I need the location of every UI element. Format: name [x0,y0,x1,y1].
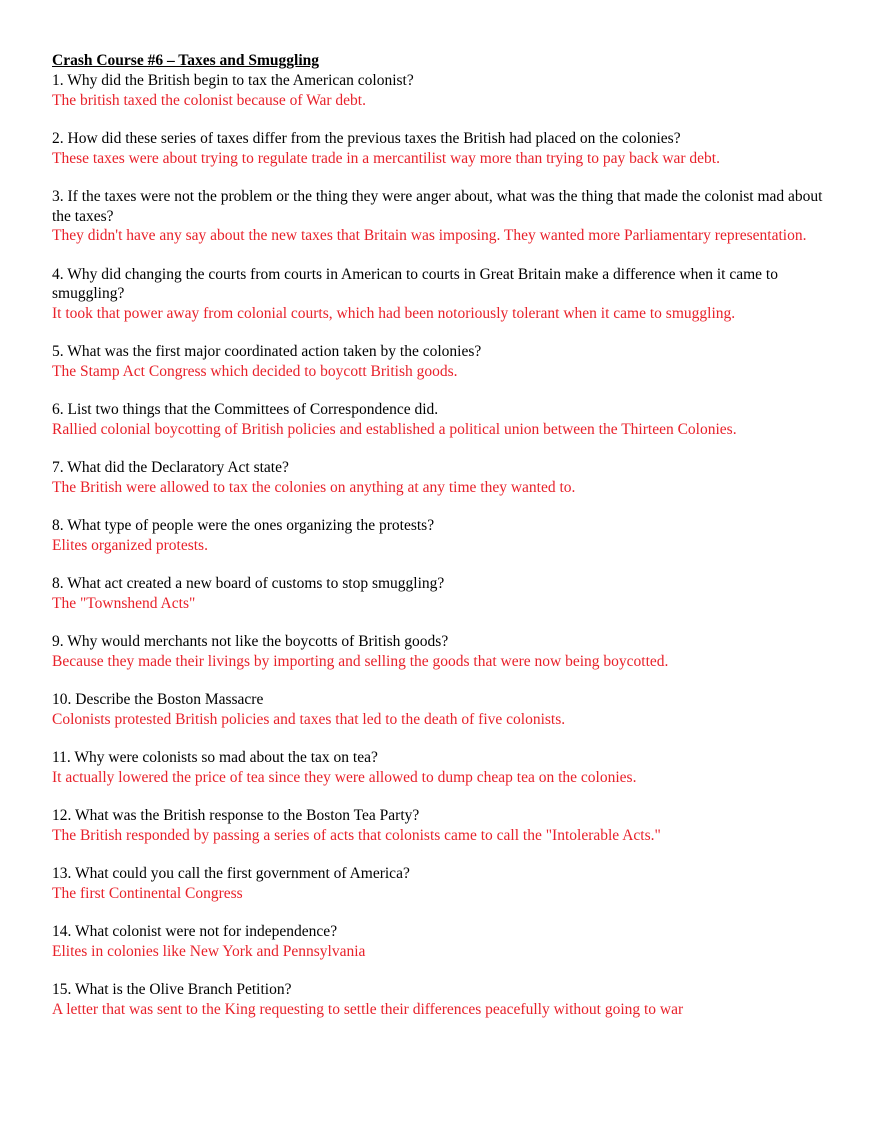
answer-text: The British were allowed to tax the colonies on anything at any time they wanted to. [52,478,576,496]
qa-item-7 [52,458,842,497]
answer-text: Because they made their livings by importing and selling the goods that were now being boycotted. [52,652,669,670]
answer-text: The first Continental Congress [52,884,243,902]
qa-item-14 [52,922,842,961]
qa-item-6 [52,400,842,439]
question-text: 11. Why were colonists so mad about the tax on tea? [52,749,378,766]
page-title: Crash Course #6 – Taxes and Smuggling [52,52,320,69]
qa-item-1 [52,71,842,110]
answer-text: It actually lowered the price of tea since they were allowed to dump cheap tea on the colonies. [52,768,637,786]
question-text: 7. What did the Declaratory Act state? [52,459,289,476]
question-text: 12. What was the British response to the Boston Tea Party? [52,807,420,824]
qa-item-8 [52,516,842,555]
question-text: 4. Why did changing the courts from courts in American to courts in Great Britain make a difference when it came to smuggling? [52,265,778,302]
qa-item-10 [52,690,842,729]
qa-item-12 [52,806,842,845]
answer-text: Colonists protested British policies and taxes that led to the death of five colonists. [52,710,566,728]
question-text: 15. What is the Olive Branch Petition? [52,981,292,998]
question-text: 2. How did these series of taxes differ from the previous taxes the British had placed on the colonies? [52,130,681,147]
answer-text: The British responded by passing a series of acts that colonists came to call the "Intolerable Acts." [52,826,661,844]
answer-text: The british taxed the colonist because of War debt. [52,91,366,109]
answer-text: Elites in colonies like New York and Pennsylvania [52,942,366,960]
qa-item-2 [52,129,842,168]
qa-item-5 [52,342,842,381]
qa-item-15 [52,980,842,1019]
qa-item-13 [52,864,842,903]
question-text: 13. What could you call the first government of America? [52,865,410,882]
question-text: 10. Describe the Boston Massacre [52,691,264,708]
answer-text: A letter that was sent to the King requesting to settle their differences peacefully without going to war [52,1000,684,1018]
question-text: 1. Why did the British begin to tax the American colonist? [52,72,414,89]
answer-text: It took that power away from colonial courts, which had been notoriously tolerant when it came to smuggling. [52,304,736,322]
qa-item-3 [52,187,842,246]
answer-text: These taxes were about trying to regulate trade in a mercantilist way more than trying to pay back war debt. [52,149,720,167]
qa-item-11 [52,748,842,787]
answer-text: The "Townshend Acts" [52,594,196,612]
question-text: 3. If the taxes were not the problem or the thing they were anger about, what was the thing that made the colonist mad about the taxes? [52,188,823,225]
question-text: 8. What act created a new board of customs to stop smuggling? [52,575,445,592]
answer-text: Rallied colonial boycotting of British policies and established a political union between the Thirteen Colonies. [52,420,737,438]
answer-text: Elites organized protests. [52,536,208,554]
qa-item-4 [52,265,842,324]
question-text: 14. What colonist were not for independence? [52,923,338,940]
qa-item-8b [52,574,842,613]
question-text: 8. What type of people were the ones organizing the protests? [52,517,435,534]
answer-text: The Stamp Act Congress which decided to boycott British goods. [52,362,458,380]
answer-text: They didn't have any say about the new taxes that Britain was imposing. They wanted more Parliamentary representation. [52,227,807,244]
worksheet-page [52,51,842,1038]
question-text: 6. List two things that the Committees of Correspondence did. [52,401,439,418]
qa-item-9 [52,632,842,671]
question-text: 5. What was the first major coordinated action taken by the colonies? [52,343,482,360]
question-text: 9. Why would merchants not like the boycotts of British goods? [52,633,449,650]
